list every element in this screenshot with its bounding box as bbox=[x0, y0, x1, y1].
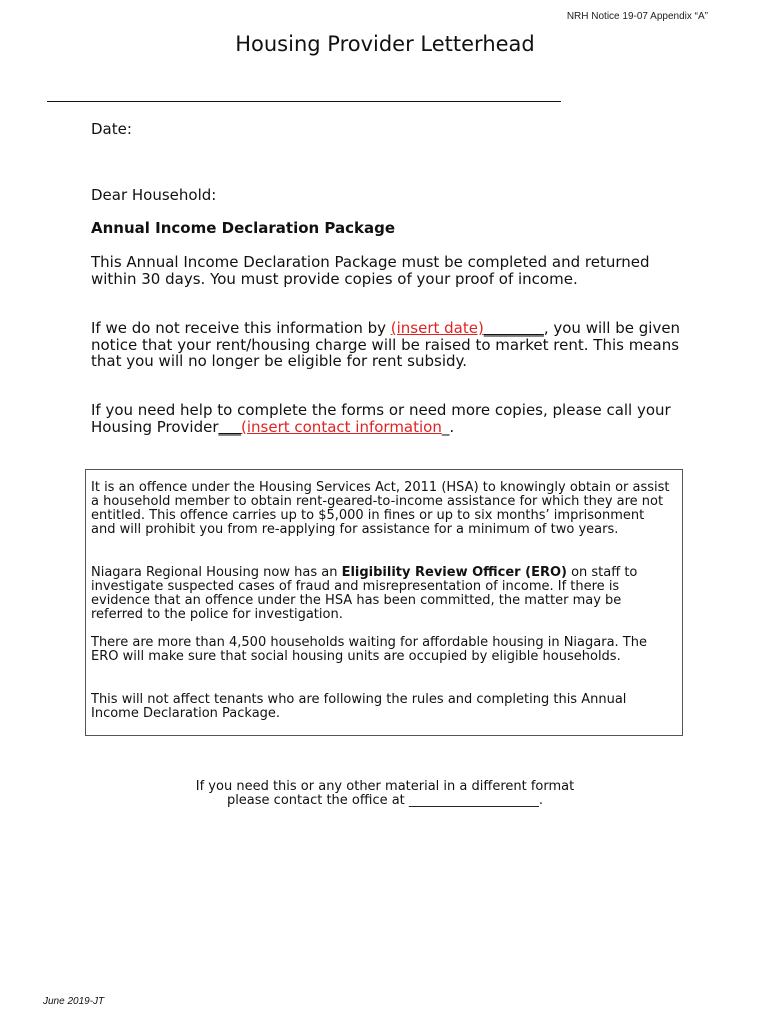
heading-text: Annual Income Declaration Package bbox=[91, 219, 396, 237]
waiting-list-paragraph: There are more than 4,500 households waiting for affordable housing in Niagara. The ERO will make sure that social housing units are occupied by eligible households. bbox=[91, 635, 647, 664]
help-paragraph bbox=[91, 402, 691, 435]
contact-blank: ___ bbox=[218, 417, 241, 436]
deadline-text-before: If we do not receive this information by bbox=[91, 319, 391, 337]
date-blank: ________ bbox=[483, 319, 544, 337]
help-text-end: _. bbox=[441, 417, 455, 436]
alternate-format-line1: If you need this or any other material in a different format bbox=[195, 779, 575, 794]
alternate-format-line2: please contact the office at ____________________. bbox=[226, 793, 544, 808]
ero-text-before: Niagara Regional Housing now has an bbox=[91, 565, 342, 580]
ero-bold-title: Eligibility Review Officer (ERO) bbox=[341, 565, 567, 580]
insert-date-placeholder: (insert date) bbox=[390, 319, 484, 337]
document-heading bbox=[91, 220, 691, 237]
ero-text-after: on staff to investigate suspected cases of fraud and misrepresentation of income. If there is evidence that an offence under the HSA has been committed, the matter may be referred to the police for investigation. bbox=[91, 565, 638, 622]
letterhead-title: Housing Provider Letterhead bbox=[235, 32, 535, 56]
footer-date: June 2019-JT bbox=[43, 996, 105, 1007]
intro-paragraph: This Annual Income Declaration Package must be completed and returned within 30 days. You must provide copies of your proof of income. bbox=[91, 253, 650, 288]
date-label: Date: bbox=[91, 120, 132, 138]
letterhead-divider bbox=[47, 101, 561, 102]
alternate-format-note bbox=[0, 780, 770, 808]
notice-reference: NRH Notice 19-07 Appendix “A” bbox=[566, 11, 708, 22]
salutation: Dear Household: bbox=[91, 186, 217, 204]
offence-paragraph: It is an offence under the Housing Services Act, 2011 (HSA) to knowingly obtain or assist a household member to obtain rent-geared-to-income assistance for which they are not entitled. This offence carries up to $5,000 in fines or up to six months’ imprisonment and will prohibit you from re-applying for assistance for a minimum of two years. bbox=[91, 480, 670, 537]
insert-contact-placeholder: (insert contact information bbox=[241, 417, 442, 436]
deadline-text-rest: , you will be given notice that your rent/housing charge will be raised to market rent. This means that you will no longer be eligible for rent subsidy. bbox=[91, 319, 681, 370]
help-text-before: If you need help to complete the forms or need more copies, please call your Housing Provider bbox=[91, 401, 671, 436]
deadline-paragraph bbox=[91, 320, 691, 370]
ero-paragraph bbox=[91, 566, 671, 622]
tenants-paragraph: This will not affect tenants who are following the rules and completing this Annual Income Declaration Package. bbox=[91, 692, 627, 721]
